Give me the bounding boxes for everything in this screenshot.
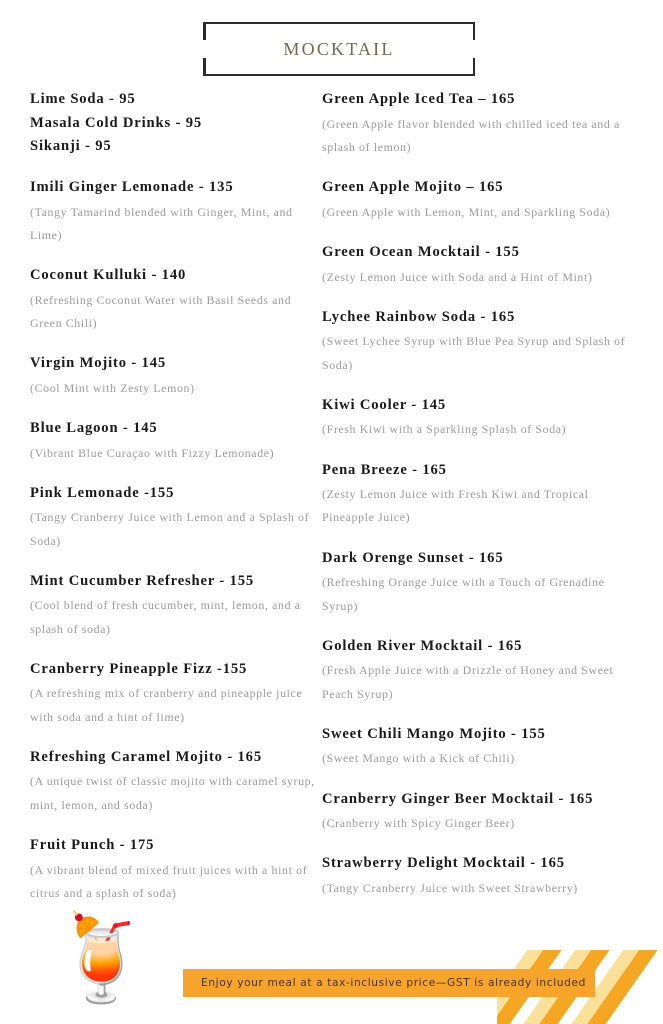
menu-item-name: Kiwi Cooler - 145 [322,396,447,413]
tax-notice-banner [183,969,595,997]
menu-item-description: (Green Apple flavor blended with chilled iced tea and a splash of lemon) [322,116,620,154]
menu-item-name: Fruit Punch - 175 [30,836,155,853]
menu-item-description: (Tangy Cranberry Juice with Lemon and a Splash of Soda) [30,510,310,548]
menu-item [30,482,315,553]
menu-item-name: Green Apple Mojito – 165 [322,179,504,196]
menu-item [30,352,315,400]
tropical-drink-icon: 🍹 [49,909,155,1007]
menu-item-name: Lychee Rainbow Soda - 165 [322,308,516,325]
menu-item-description: (A vibrant blend of mixed fruit juices with a hint of citrus and a splash of soda) [30,862,308,900]
menu-item-name: Golden River Mocktail - 165 [322,637,523,654]
menu-item [30,658,315,729]
menu-item [322,723,642,771]
menu-item-name: Lime Soda - 95 [30,91,136,107]
menu-item-name: Pink Lemonade -155 [30,484,175,501]
menu-item-description: (Cool Mint with Zesty Lemon) [30,380,195,395]
menu-item-description: (Fresh Apple Juice with a Drizzle of Honey and Sweet Peach Syrup) [322,663,614,701]
menu-item-name: Masala Cold Drinks - 95 [30,114,202,131]
menu-item-name: Green Apple Iced Tea – 165 [322,91,516,107]
menu-item [322,459,642,530]
menu-item-description: (Cranberry with Spicy Ginger Beer) [322,816,515,831]
menu-item [322,788,642,836]
menu-item-description: (Sweet Lychee Syrup with Blue Pea Syrup and Splash of Soda) [322,334,626,372]
menu-item-name: Coconut Kulluki - 140 [30,266,187,283]
menu-item [322,176,642,224]
menu-item [322,852,642,900]
menu-item [322,88,642,159]
menu-item-name: Pena Breeze - 165 [322,461,447,478]
menu-item-name: Cranberry Ginger Beer Mocktail - 165 [322,790,594,807]
menu-item [30,417,315,465]
menu-item [322,241,642,289]
menu-item [30,746,315,817]
menu-item [30,570,315,641]
menu-item-name: Cranberry Pineapple Fizz -155 [30,660,248,677]
menu-item [322,635,642,706]
menu-item [30,264,315,335]
menu-column-right [322,88,642,917]
menu-item [322,547,642,618]
menu-item-name: Virgin Mojito - 145 [30,355,166,372]
menu-item-name: Blue Lagoon - 145 [30,419,158,436]
menu-item-name: Green Ocean Mocktail - 155 [322,243,520,260]
menu-item-name: Sikanji - 95 [30,138,112,155]
menu-item-description: (Cool blend of fresh cucumber, mint, lemon, and a splash of soda) [30,598,301,636]
page-title: mocktail [283,34,395,61]
menu-item-description: (Zesty Lemon Juice with Soda and a Hint of Mint) [322,269,593,284]
menu-item-name: Strawberry Delight Mocktail - 165 [322,855,565,872]
menu-item-description: (Vibrant Blue Curaçao with Fizzy Lemonade) [30,445,275,460]
menu-item [30,88,315,112]
menu-item-description: (Sweet Mango with a Kick of Chili) [322,751,515,766]
menu-item-name: Sweet Chili Mango Mojito - 155 [322,725,546,742]
menu-item [30,112,315,136]
menu-item-name: Dark Orenge Sunset - 165 [322,549,504,566]
page-title-frame [203,22,475,76]
menu-item-description: (Tangy Cranberry Juice with Sweet Strawberry) [322,881,578,896]
menu-item-description: (Fresh Kiwi with a Sparkling Splash of Soda) [322,422,567,437]
menu-item-description: (Refreshing Orange Juice with a Touch of Grenadine Syrup) [322,575,605,613]
menu-item-description: (A unique twist of classic mojito with caramel syrup, mint, lemon, and soda) [30,774,315,812]
menu-item [322,306,642,377]
menu-item [30,135,315,159]
menu-item-name: Imili Ginger Lemonade - 135 [30,178,234,195]
menu-item-description: (Green Apple with Lemon, Mint, and Sparkling Soda) [322,204,611,219]
menu-column-left [30,88,315,922]
menu-item [322,394,642,442]
menu-item [30,176,315,247]
tax-notice-text: Enjoy your meal at a tax-inclusive price—GST is already included [201,977,586,989]
menu-item-name: Refreshing Caramel Mojito - 165 [30,748,262,765]
menu-item-description: (A refreshing mix of cranberry and pineapple juice with soda and a hint of lime) [30,686,303,724]
menu-item-description: (Tangy Tamarind blended with Ginger, Mint, and Lime) [30,204,293,242]
menu-item [30,834,315,905]
menu-item-description: (Refreshing Coconut Water with Basil Seeds and Green Chili) [30,292,292,330]
menu-item-name: Mint Cucumber Refresher - 155 [30,572,255,589]
menu-item-description: (Zesty Lemon Juice with Fresh Kiwi and Tropical Pineapple Juice) [322,487,589,525]
